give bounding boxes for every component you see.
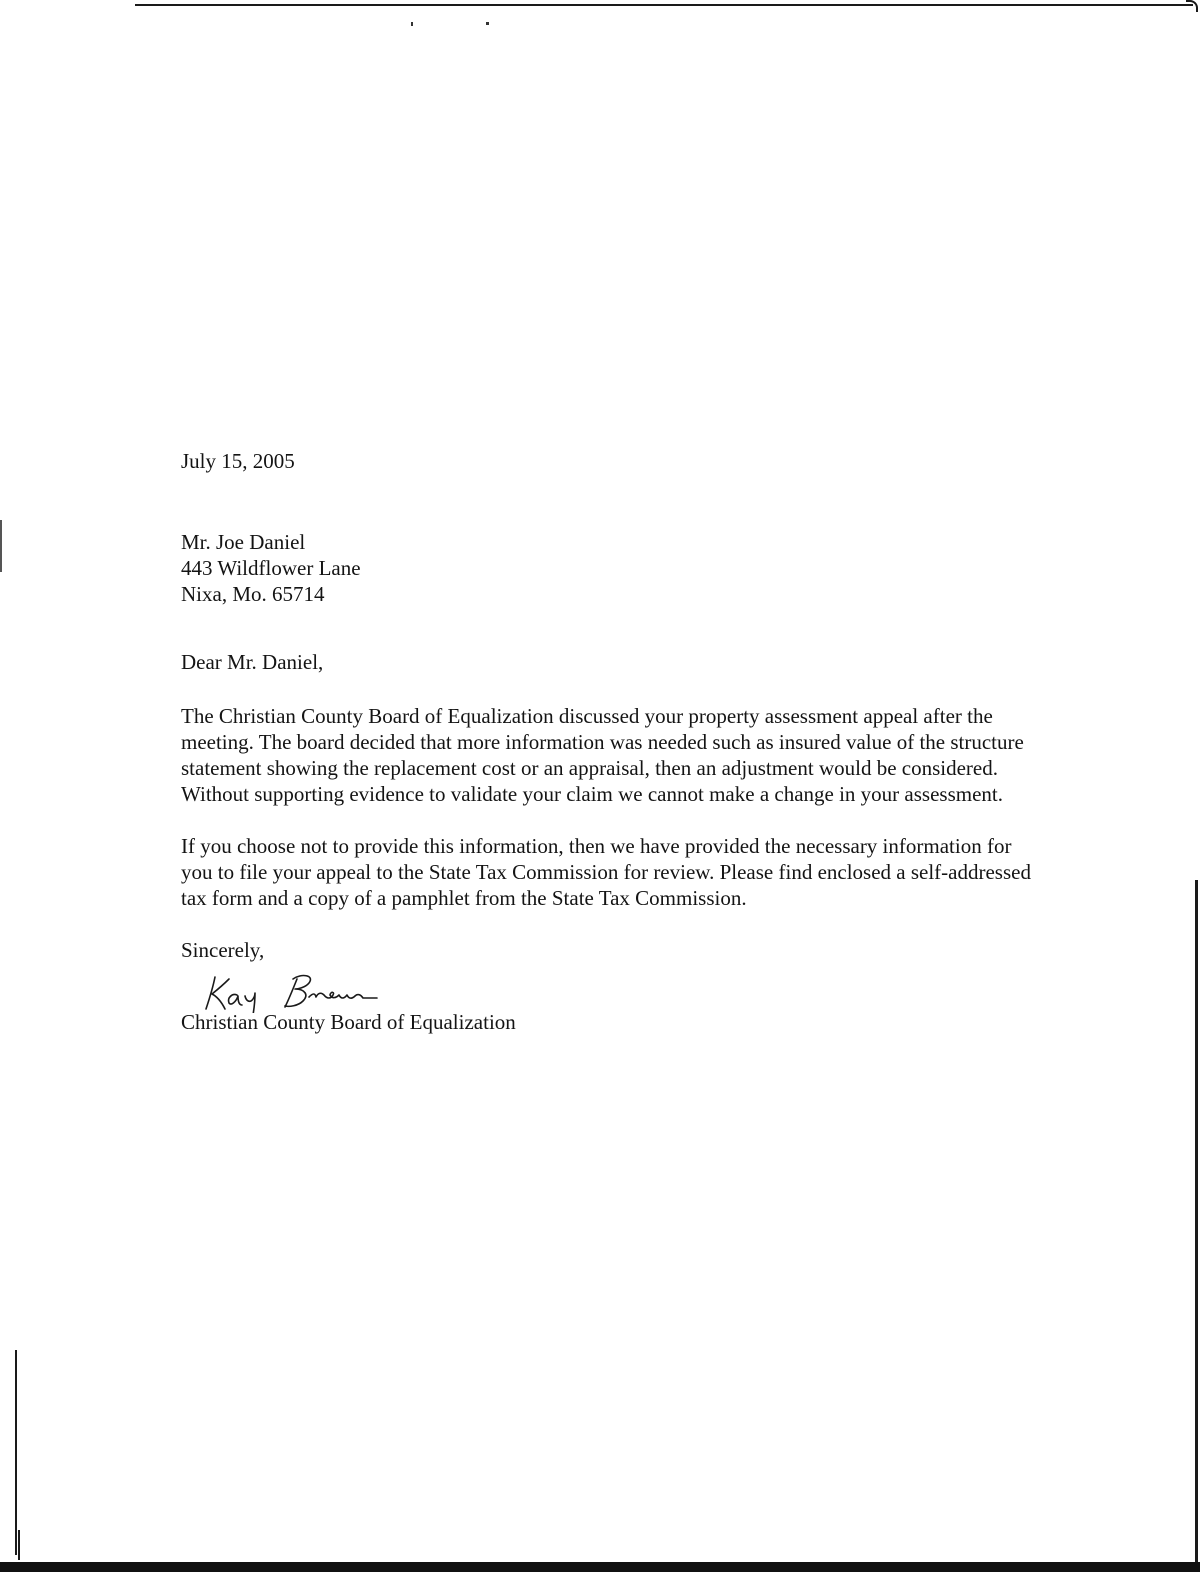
scan-edge-mark [0, 520, 2, 572]
recipient-address [181, 529, 1041, 607]
letter-body [181, 448, 1041, 1035]
scan-edge-left [18, 1530, 20, 1560]
scan-edge-right [1195, 880, 1198, 1572]
scan-speck [411, 22, 413, 26]
recipient-city: Nixa, Mo. 65714 [181, 582, 325, 606]
recipient-street: 443 Wildflower Lane [181, 556, 361, 580]
handwritten-signature [201, 971, 401, 1013]
sender-organization: Christian County Board of Equalization [181, 1010, 516, 1034]
scan-speck [486, 22, 489, 25]
salutation: Dear Mr. Daniel, [181, 650, 324, 674]
paragraph-1: The Christian County Board of Equalization discussed your property assessment appeal after the meeting. The board decided that more information was needed such as insured value of the structure statement showing the replacement cost or an appraisal, then an adjustment would be considered. Without supporting evidence to validate your claim we cannot make a change in your assessment. [181, 704, 1024, 806]
paragraph-2: If you choose not to provide this information, then we have provided the necessary information for you to file your appeal to the State Tax Commission for review. Please find enclosed a self-addressed tax form and a copy of a pamphlet from the State Tax Commission. [181, 834, 1031, 910]
closing: Sincerely, [181, 938, 265, 962]
scan-edge-left [15, 1350, 17, 1555]
recipient-name: Mr. Joe Daniel [181, 530, 306, 554]
scan-edge-bottom [0, 1562, 1200, 1572]
letter-date: July 15, 2005 [181, 449, 295, 473]
scan-edge-top [135, 4, 1193, 6]
scan-corner-mark [1186, 0, 1198, 12]
